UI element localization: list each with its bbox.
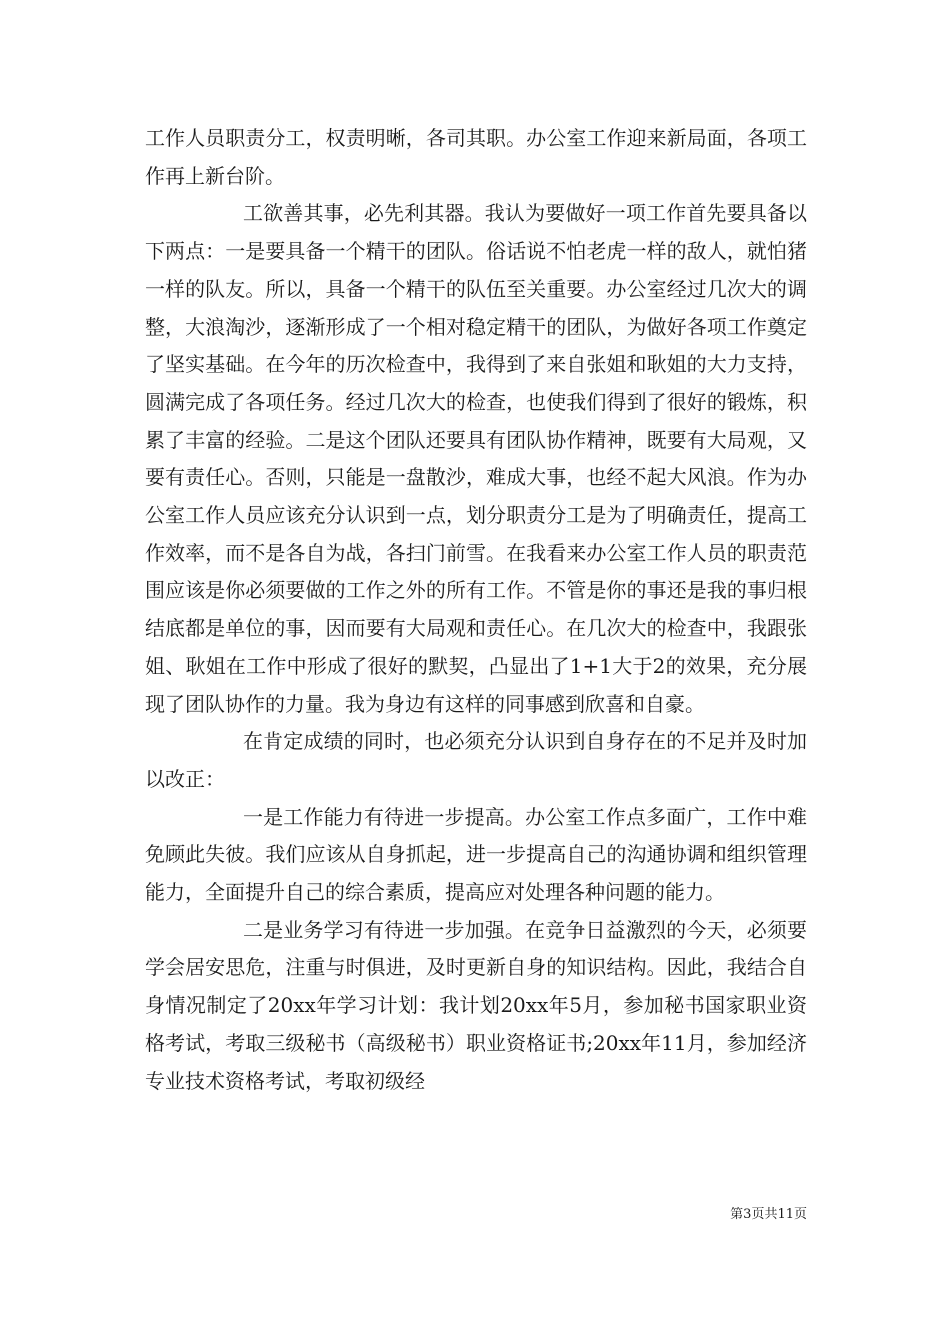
page-number-footer: 第3页共11页: [730, 1207, 807, 1222]
paragraph-team: 工欲善其事，必先利其器。我认为要做好一项工作首先要具备以下两点：一是要具备一个精干的团队。俗话说不怕老虎一样的敌人，就怕猪一样的队友。所以，具备一个精干的队伍至关重要。办公室经过几次大的调整，大浪淘沙，逐渐形成了一个相对稳定精干的团队，为做好各项工作奠定了坚实基础。在今年的历次检查中，我得到了来自张姐和耿姐的大力支持，圆满完成了各项任务。经过几次大的检查，也使我们得到了很好的锻炼，积累了丰富的经验。二是这个团队还要具有团队协作精神，既要有大局观，又要有责任心。否则，只能是一盘散沙，难成大事，也经不起大风浪。作为办公室工作人员应该充分认识到一点，划分职责分工是为了明确责任，提高工作效率，而不是各自为战，各扫门前雪。在我看来办公室工作人员的职责范围应该是你必须要做的工作之外的所有工作。不管是你的事还是我的事归根结底都是单位的事，因而要有大局观和责任心。在几次大的检查中，我跟张姐、耿姐在工作中形成了很好的默契，凸显出了1+1大于2的效果，充分展现了团队协作的力量。我为身边有这样的同事感到欣喜和自豪。: [145, 201, 807, 716]
document-body: [145, 120, 807, 1100]
paragraph-study: 二是业务学习有待进一步加强。在竞争日益激烈的今天，必须要学会居安思危，注重与时俱进，及时更新自身的知识结构。因此，我结合自身情况制定了20xx年学习计划：我计划20xx年5月，参加秘书国家职业资格考试，考取三级秘书（高级秘书）职业资格证书;20xx年11月，参加经济专业技术资格考试，考取初级经: [145, 917, 807, 1093]
paragraph-ability: 一是工作能力有待进一步提高。办公室工作点多面广，工作中难免顾此失彼。我们应该从自身抓起，进一步提高自己的沟通协调和组织管理能力，全面提升自己的综合素质，提高应对处理各种问题的能力。: [145, 804, 807, 905]
paragraph-continuation: 工作人员职责分工，权责明晰，各司其职。办公室工作迎来新局面，各项工作再上新台阶。: [145, 126, 807, 188]
paragraph-shortcomings: 在肯定成绩的同时，也必须充分认识到自身存在的不足并及时加以改正：: [145, 729, 807, 791]
